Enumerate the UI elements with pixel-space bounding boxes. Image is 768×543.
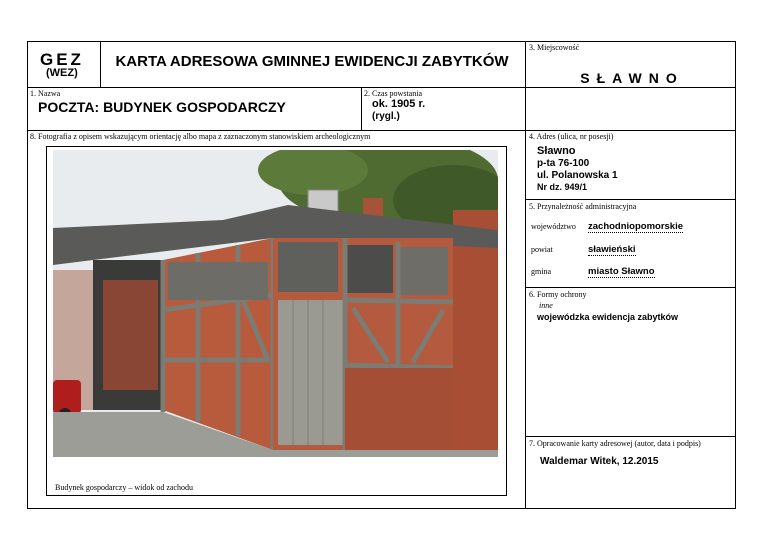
address-postal: p-ta 76-100 (537, 158, 590, 169)
gez-code: GEZ (40, 50, 84, 69)
county-label: powiat (531, 245, 553, 254)
card-title: KARTA ADRESOWA GMINNEJ EWIDENCJI ZABYTKÓW (115, 53, 509, 70)
protection-sub: inne (539, 301, 553, 310)
building-photo (53, 150, 498, 457)
administration-label: 5. Przynależność administracyjna (529, 202, 637, 211)
date-value: ok. 1905 r. (372, 98, 426, 110)
construction-note: (rygl.) (372, 111, 400, 122)
voivodeship-label: województwo (531, 222, 576, 231)
protection-value: wojewódzka ewidencja zabytków (537, 312, 679, 322)
gez-divider (100, 41, 101, 88)
name-date-divider (361, 87, 362, 130)
admin-bottom-line (525, 287, 736, 288)
voivodeship-value: zachodniopomorskie (588, 221, 684, 232)
locality-value: SŁAWNO (580, 70, 684, 86)
municipality-label: gmina (531, 267, 551, 276)
name-label: 1. Nazwa (30, 89, 61, 98)
header-bottom-line (27, 87, 526, 88)
address-plot: Nr dz. 949/1 (537, 182, 588, 192)
municipality-value: miasto Sławno (588, 266, 655, 277)
object-name: POCZTA: BUDYNEK GOSPODARCZY (38, 99, 286, 115)
locality-label: 3. Miejscowość (529, 43, 580, 52)
address-street: ul. Polanowska 1 (537, 170, 618, 181)
author-value: Waldemar Witek, 12.2015 (540, 456, 659, 467)
locality-bottom-line (525, 87, 736, 88)
photo-caption: Budynek gospodarczy – widok od zachodu (55, 483, 193, 492)
address-city: Sławno (537, 145, 576, 157)
date-label: 2. Czas powstania (364, 89, 422, 98)
photo-section-label: 8. Fotografia z opisem wskazującym orientację albo mapa z zaznaczonym stanowiskiem archeologicznym (30, 132, 371, 141)
protection-bottom-line (525, 436, 736, 437)
county-value: sławieński (588, 244, 636, 255)
author-label: 7. Opracowanie karty adresowej (autor, data i podpis) (529, 439, 701, 448)
address-label: 4. Adres (ulica, nr posesji) (529, 132, 614, 141)
wez-code: (WEZ) (46, 67, 78, 79)
protection-label: 6. Formy ochrony (529, 290, 587, 299)
column-divider (525, 41, 526, 509)
name-bottom-line (27, 130, 736, 131)
address-bottom-line (525, 199, 736, 200)
